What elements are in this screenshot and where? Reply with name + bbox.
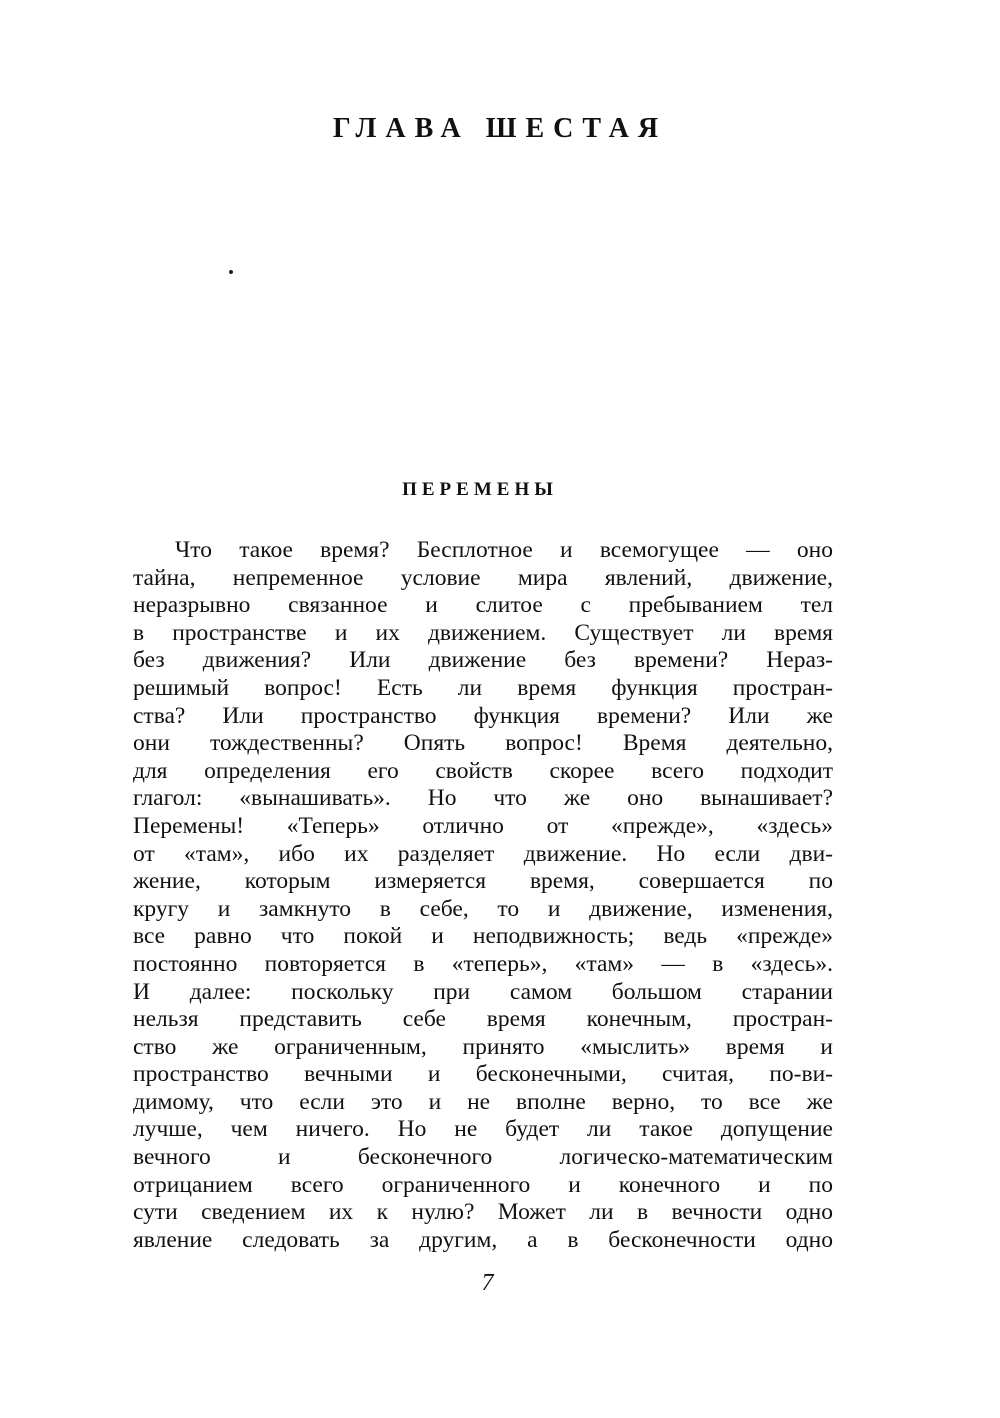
text-line: лучше, чем ничего. Но не будет ли такое допущение <box>133 1116 833 1143</box>
text-line: Что такое время? Бесплотное и всемогущее — оно <box>175 537 833 563</box>
text-line: для определения его свойств скорее всего подходит <box>133 757 833 784</box>
text-line: сути сведением их к нулю? Может ли в вечности одно <box>133 1199 833 1226</box>
text-line: жение, которым измеряется время, совершается по <box>133 868 833 895</box>
page-number: 7 <box>481 1270 494 1296</box>
text-line: без движения? Или движение без времени? Нераз- <box>133 647 833 674</box>
text-line: ства? Или пространство функция времени? Или же <box>133 702 833 729</box>
text-line: они тождественны? Опять вопрос! Время деятельно, <box>133 730 833 757</box>
text-line: димому, что если это и не вполне верно, то все же <box>133 1088 833 1115</box>
print-speck <box>229 270 233 274</box>
chapter-title: ГЛАВА ШЕСТАЯ <box>332 113 668 144</box>
text-line: нельзя представить себе время конечным, простран- <box>133 1006 833 1033</box>
text-line: тайна, непременное условие мира явлений, движение, <box>133 564 833 591</box>
text-line: явление следовать за другим, а в бесконечности одно <box>133 1226 833 1253</box>
text-line: постоянно повторяется в «теперь», «там» — в «здесь». <box>133 950 833 977</box>
section-title: ПЕРЕМЕНЫ <box>402 479 558 500</box>
text-line: ство же ограниченным, принято «мыслить» время и <box>133 1033 833 1060</box>
body-text <box>133 537 833 1254</box>
text-line: отрицанием всего ограниченного и конечного и по <box>133 1171 833 1198</box>
text-line: все равно что покой и неподвижность; ведь «прежде» <box>133 923 833 950</box>
text-line: вечного и бесконечного логическо-математическим <box>133 1144 833 1171</box>
text-line: И далее: поскольку при самом большом старании <box>133 978 833 1005</box>
text-line: Перемены! «Теперь» отлично от «прежде», «здесь» <box>133 812 833 839</box>
text-line: от «там», ибо их разделяет движение. Но если дви- <box>133 840 833 867</box>
text-line: кругу и замкнуто в себе, то и движение, изменения, <box>133 895 833 922</box>
text-line: в пространстве и их движением. Существует ли время <box>133 619 833 646</box>
text-line: решимый вопрос! Есть ли время функция простран- <box>133 674 833 701</box>
text-line: глагол: «вынашивать». Но что же оно вынашивает? <box>133 785 833 812</box>
text-line: пространство вечными и бесконечными, считая, по-ви- <box>133 1061 833 1088</box>
text-line: неразрывно связанное и слитое с пребыванием тел <box>133 592 833 619</box>
